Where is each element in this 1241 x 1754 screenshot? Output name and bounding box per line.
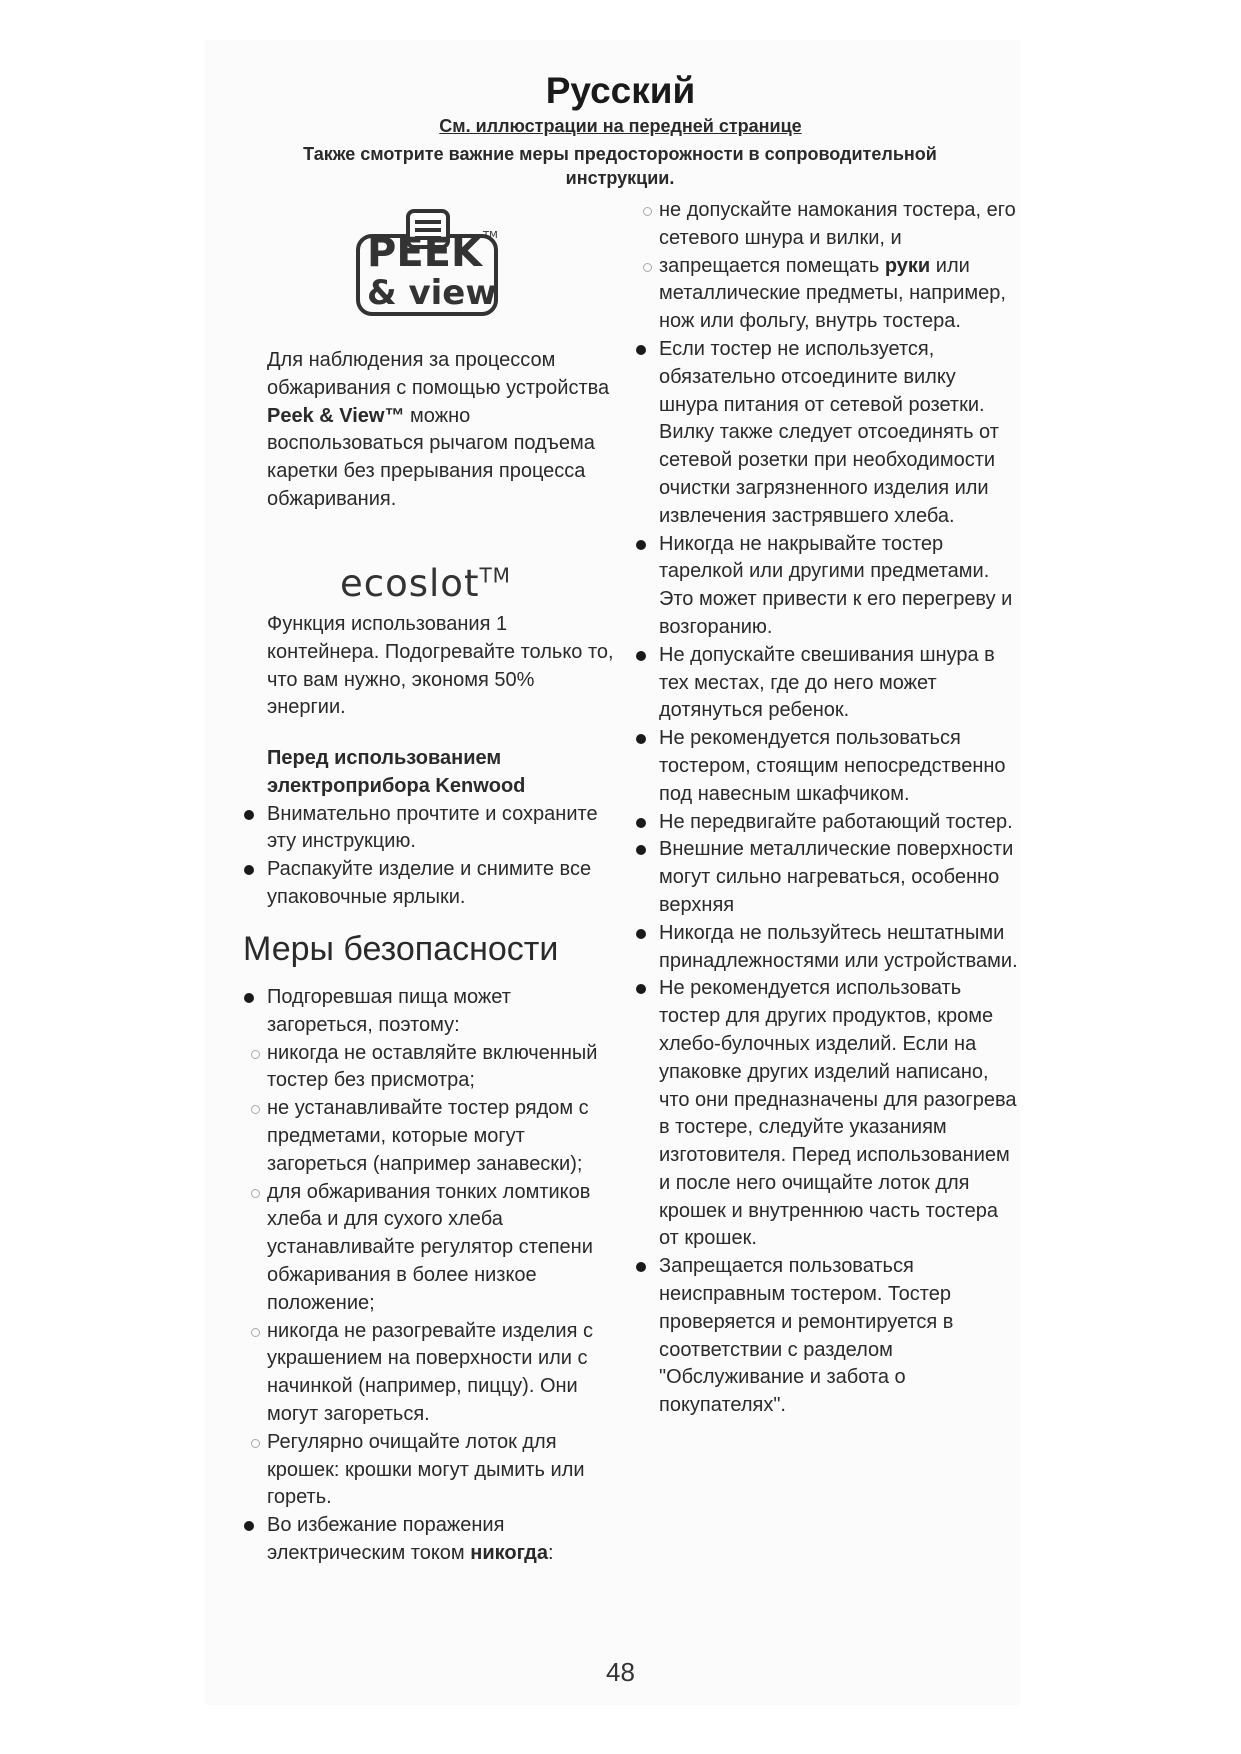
safety-item (659, 920, 1019, 976)
ecoslot-logo-text: ecoslot (340, 562, 480, 605)
peek-text-post: можно воспользоваться рычагом подъема каретки без прерывания процесса обжаривания. (267, 404, 595, 510)
safety-item (267, 984, 617, 1040)
ecoslot-logo (340, 562, 511, 605)
safety-item (267, 1512, 617, 1568)
before-use-section (267, 745, 617, 912)
bullet-icon (636, 651, 646, 661)
safety-subitem (267, 1040, 617, 1096)
safety-item (659, 809, 1019, 837)
safety-item (659, 725, 1019, 808)
safety-subitem-text: не допускайте намокания тостера, его сетевого шнура и вилки, и (659, 199, 1016, 249)
before-use-item (267, 856, 617, 912)
peek-logo-tm: TM (483, 230, 498, 241)
safety-subitem (659, 197, 1019, 253)
safety-item-text: Во избежание поражения электрическим током (267, 1514, 505, 1564)
safety-subitem (267, 1429, 617, 1512)
safety-subitem-text: Регулярно очищайте лоток для крошек: крошки могут дымить или гореть. (267, 1430, 585, 1509)
also-see-note: Также смотрите важние меры предосторожности в сопроводительной инструкции. (303, 144, 937, 188)
safety-item (659, 975, 1019, 1253)
safety-item (659, 531, 1019, 642)
circle-bullet-icon (251, 1439, 260, 1448)
peek-view-logo (355, 208, 505, 318)
bullet-icon (244, 993, 254, 1003)
safety-item-bold: никогда (470, 1541, 548, 1564)
peek-logo-view: & view (367, 273, 497, 313)
before-use-item (267, 801, 617, 857)
safety-subitem-text: не устанавливайте тостер рядом с предметами, которые могут загореться (например занавески); (267, 1097, 589, 1175)
safety-item-text: Внешние металлические поверхности могут сильно нагреваться, особенно верхняя (659, 838, 1014, 916)
safety-item-text: Не допускайте свешивания шнура в тех местах, где до него может дотянуться ребенок. (659, 643, 995, 722)
safety-item-text: Если тостер не используется, обязательно отсоедините вилку шнура питания от сетевой розетки. Вилку также следует отсоединять от сетевой розетки при необходимости очистки загрязненного изделия или извлечения застрявшего хлеба. (659, 337, 999, 527)
circle-bullet-icon (643, 207, 652, 216)
before-use-item-text: Распакуйте изделие и снимите все упаковочные ярлыки. (267, 858, 592, 908)
bullet-icon (636, 345, 646, 355)
circle-bullet-icon (251, 1050, 260, 1059)
safety-item (659, 1253, 1019, 1420)
ecoslot-logo-tm: TM (479, 563, 511, 588)
safety-item-text: Не рекомендуется пользоваться тостером, стоящим непосредственно под навесным шкафчиком. (659, 727, 1006, 805)
safety-list-left (267, 984, 617, 1568)
bullet-icon (636, 818, 646, 828)
safety-list-right (659, 197, 1019, 1420)
circle-bullet-icon (643, 263, 652, 272)
safety-subitem-text: никогда не разогревайте изделия с украшением на поверхности или с начинкой (например, пиццу). Они могут загореться. (267, 1319, 593, 1425)
safety-subitem (659, 253, 1019, 336)
safety-item-text: Запрещается пользоваться неисправным тостером. Тостер проверяется и ремонтируется в соответствии с разделом "Обслуживание и забота о покупателях". (659, 1255, 954, 1417)
safety-item-text: Не рекомендуется использовать тостер для других продуктов, кроме хлебо-булочных изделий. Если на упаковке других изделий написано, что они предназначены для разогрева в тостере, следуйте указаниям изготовителя. Перед использованием и после него очищайте лоток для крошек и внутреннюю часть тостера от крошек. (659, 977, 1017, 1250)
safety-item (659, 336, 1019, 531)
safety-subitem-text: для обжаривания тонких ломтиков хлеба и для сухого хлеба устанавливайте регулятор степени обжаривания в более низкое положение; (267, 1180, 593, 1314)
safety-heading: Меры безопасности (243, 930, 559, 968)
before-use-heading: Перед использованием электроприбора Kenwood (267, 747, 526, 797)
safety-subitem-text: никогда не оставляйте включенный тостер без присмотра; (267, 1041, 598, 1092)
before-use-item-text: Внимательно прочтите и сохраните эту инструкцию. (267, 802, 598, 853)
page-title: Русский (545, 70, 696, 111)
safety-item-text: Не передвигайте работающий тостер. (659, 810, 1013, 833)
peek-view-description (267, 347, 617, 514)
bullet-icon (244, 810, 254, 820)
safety-item (659, 642, 1019, 725)
bullet-icon (636, 929, 646, 939)
safety-subitem (267, 1179, 617, 1318)
peek-text-pre: Для наблюдения за процессом обжаривания с помощью устройства (267, 349, 610, 399)
safety-subitem-bold: руки (884, 254, 931, 277)
circle-bullet-icon (251, 1328, 260, 1337)
ecoslot-description: Функция использования 1 контейнера. Подогревайте только то, что вам нужно, экономя 50% энергии. (267, 613, 614, 719)
peek-text-bold: Peek & View™ (267, 404, 405, 427)
safety-item (659, 836, 1019, 919)
page-number: 48 (606, 1657, 635, 1687)
bullet-icon (636, 540, 646, 550)
safety-subitem-text-post: или металлические предметы, например, нож или фольгу, внутрь тостера. (659, 254, 1006, 333)
safety-subitem (267, 1095, 617, 1178)
circle-bullet-icon (251, 1189, 260, 1198)
peek-logo-p: PEEK (367, 230, 482, 276)
safety-item-text: Никогда не пользуйтесь нештатными принадлежностями или устройствами. (659, 921, 1018, 972)
safety-subitem (267, 1318, 617, 1429)
see-illustrations-note: См. иллюстрации на передней странице (439, 116, 802, 136)
safety-item-colon: : (547, 1541, 554, 1564)
safety-item-text: Подгоревшая пища может загореться, поэтому: (267, 986, 511, 1036)
safety-item-text: Никогда не накрывайте тостер тарелкой или другими предметами. Это может привести к его перегреву и возгоранию. (659, 532, 1013, 638)
safety-subitem-text: запрещается помещать (659, 254, 885, 277)
